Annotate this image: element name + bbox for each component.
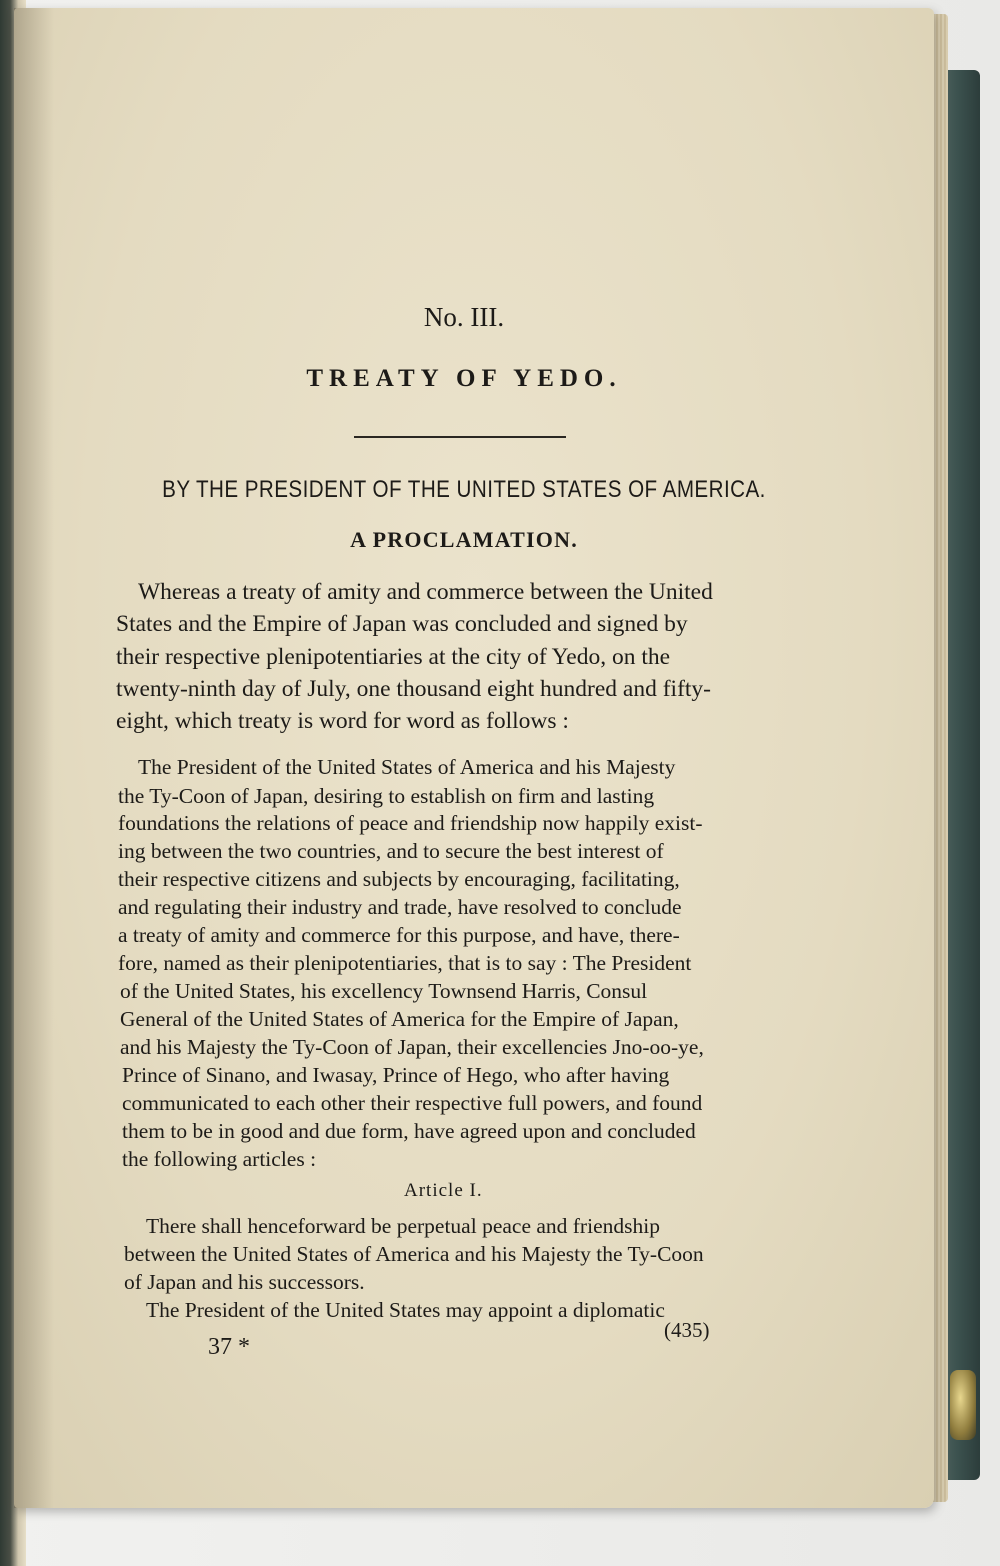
article-line: of Japan and his successors. [124,1270,365,1294]
article-heading: Article I. [404,1180,483,1201]
para2-line: a treaty of amity and commerce for this purpose, and have, there- [118,923,680,947]
article-line: The President of the United States may appoint a diplomatic [146,1298,665,1322]
para2-line: of the United States, his excellency Townsend Harris, Consul [120,979,648,1003]
para2-line: and regulating their industry and trade, have resolved to conclude [118,895,682,919]
para2-line: communicated to each other their respective full powers, and found [122,1091,703,1115]
para2-line: them to be in good and due form, have agreed upon and concluded [122,1119,696,1143]
document-number: No. III. [423,302,505,332]
signature-mark: 37 * [208,1334,250,1360]
para1-line: twenty-ninth day of July, one thousand eight hundred and fifty- [116,676,711,702]
para2-line: and his Majesty the Ty-Coon of Japan, their excellencies Jno-oo-ye, [120,1035,704,1059]
para2-line: foundations the relations of peace and friendship now happily exist- [118,811,703,835]
page-number: (435) [664,1318,710,1342]
para2-line: General of the United States of America for the Empire of Japan, [120,1007,679,1031]
article-line: There shall henceforward be perpetual peace and friendship [146,1214,660,1238]
title-rule [354,436,566,438]
para1-line: their respective plenipotentiaries at the city of Yedo, on the [116,644,671,670]
document-title: TREATY OF YEDO. [306,365,622,392]
para1-line: Whereas a treaty of amity and commerce between the United [138,579,713,605]
para2-line: ing between the two countries, and to secure the best interest of [118,839,664,863]
para2-line: the Ty-Coon of Japan, desiring to establish on firm and lasting [118,784,655,808]
para2-line: their respective citizens and subjects by encouraging, facilitating, [118,867,680,891]
proclamation-title: A PROCLAMATION. [350,527,578,552]
para2-line: Prince of Sinano, and Iwasay, Prince of Hego, who after having [122,1063,670,1087]
para2-line: The President of the United States of America and his Majesty [138,755,676,779]
book-page [14,8,934,1508]
proclamation-header: BY THE PRESIDENT OF THE UNITED STATES OF AMERICA. [162,476,766,503]
para2-line: fore, named as their plenipotentiaries, that is to say : The President [118,951,692,975]
article-line: between the United States of America and his Majesty the Ty-Coon [124,1242,704,1266]
para2-line: the following articles : [122,1147,317,1171]
para1-line: eight, which treaty is word for word as follows : [116,708,569,734]
para1-line: States and the Empire of Japan was concluded and signed by [116,611,688,637]
